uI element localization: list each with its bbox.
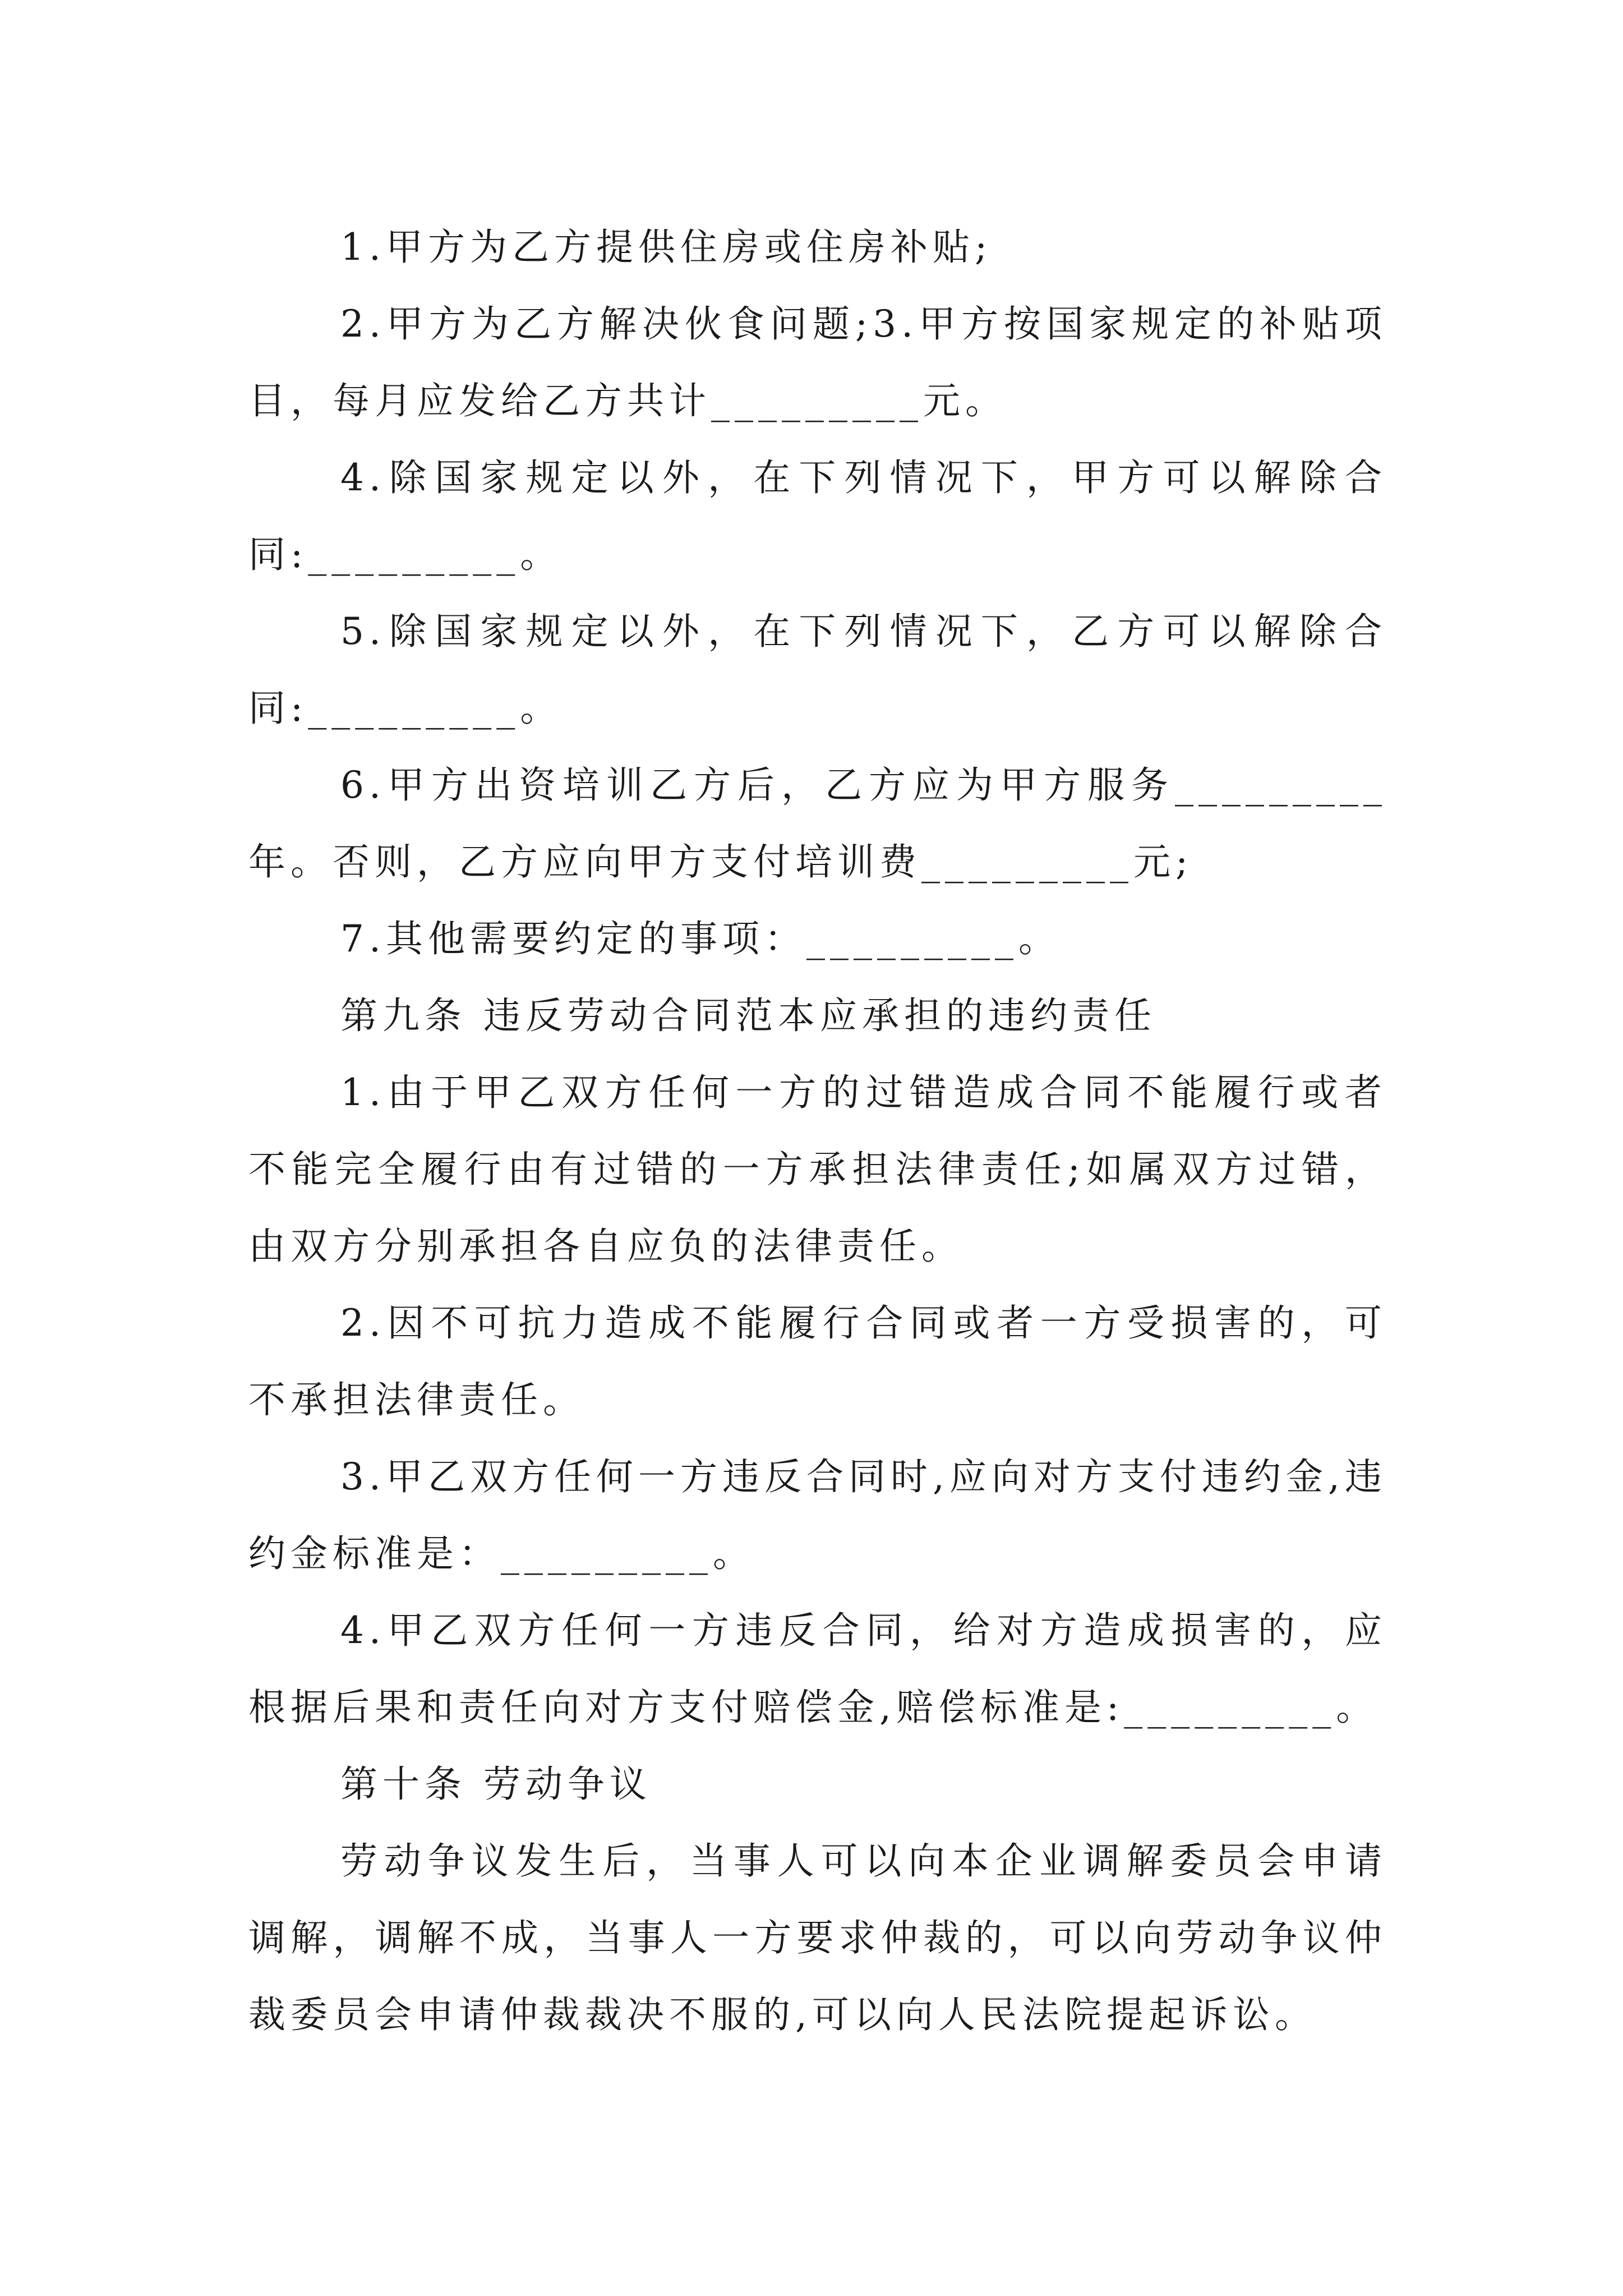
clause-item-7-other: 7.其他需要约定的事项：_________。 xyxy=(340,917,1061,960)
article-9-heading: 第九条 违反劳动合同范本应承担的违约责任 xyxy=(340,994,1156,1037)
article-9-item-4: 4.甲乙双方任何一方违反合同，给对方造成损害的，应根据后果和责任向对方支付赔偿金,赔偿标准是:_________。 xyxy=(248,1609,1387,1729)
article-10-heading: 第十条 劳动争议 xyxy=(340,1763,652,1806)
clause-item-2-3-meals-subsidy: 2.甲方为乙方解决伙食问题;3.甲方按国家规定的补贴项目，每月应发给乙方共计_________元。 xyxy=(248,302,1387,422)
clause-item-5-employee-termination: 5.除国家规定以外，在下列情况下，乙方可以解除合同:_________。 xyxy=(248,610,1387,730)
clause-item-1-housing: 1.甲方为乙方提供住房或住房补贴; xyxy=(340,226,993,269)
article-9-item-2: 2.因不可抗力造成不能履行合同或者一方受损害的，可不承担法律责任。 xyxy=(248,1301,1387,1421)
document-body xyxy=(248,209,1387,2053)
article-10-body: 劳动争议发生后，当事人可以向本企业调解委员会申请调解，调解不成，当事人一方要求仲裁的，可以向劳动争议仲裁委员会申请仲裁裁决不服的,可以向人民法院提起诉讼。 xyxy=(248,1839,1387,2036)
article-9-item-1: 1.由于甲乙双方任何一方的过错造成合同不能履行或者不能完全履行由有过错的一方承担法律责任;如属双方过错，由双方分别承担各自应负的法律责任。 xyxy=(248,1071,1387,1268)
clause-item-6-training: 6.甲方出资培训乙方后，乙方应为甲方服务_________年。否则，乙方应向甲方支付培训费_________元; xyxy=(248,763,1387,884)
clause-item-4-employer-termination: 4.除国家规定以外，在下列情况下，甲方可以解除合同:_________。 xyxy=(248,456,1387,576)
article-9-item-3: 3.甲乙双方任何一方违反合同时,应向对方支付违约金,违约金标准是：_________。 xyxy=(248,1455,1387,1575)
